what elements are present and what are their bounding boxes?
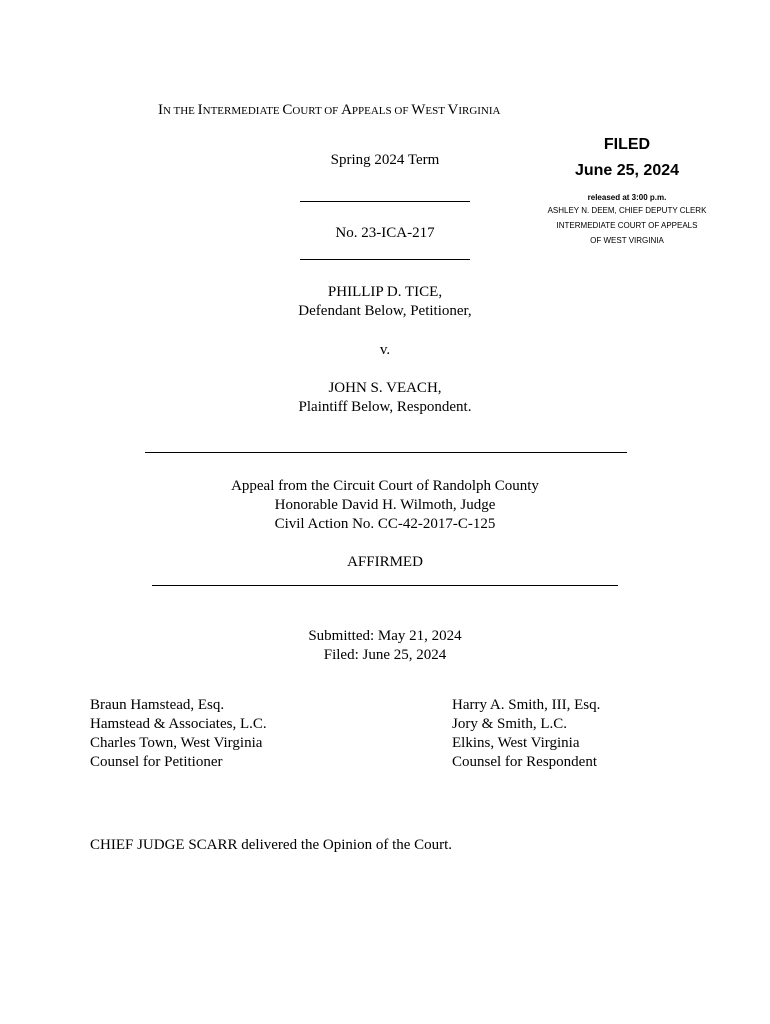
- disposition: AFFIRMED: [347, 554, 423, 570]
- counsel-line: Counsel for Petitioner: [90, 754, 223, 770]
- court-title-part: I: [158, 102, 163, 118]
- counsel-line: Harry A. Smith, III, Esq.: [452, 697, 601, 713]
- court-title-part: EST: [425, 105, 448, 117]
- respondent-role: Plaintiff Below, Respondent.: [298, 399, 472, 415]
- appeal-line2: Honorable David H. Wilmoth, Judge: [274, 497, 496, 513]
- divider: [300, 259, 470, 260]
- docket-number: No. 23-ICA-217: [335, 225, 435, 241]
- court-title-part: PPEALS OF: [351, 105, 412, 117]
- court-title-part: NTERMEDIATE: [202, 105, 283, 117]
- filed-date: Filed: June 25, 2024: [323, 647, 447, 663]
- counsel-line: Braun Hamstead, Esq.: [90, 697, 225, 713]
- appeal-line3: Civil Action No. CC-42-2017-C-125: [274, 516, 496, 532]
- petitioner-counsel: [90, 696, 267, 772]
- stamp-filed: FILED: [603, 136, 651, 153]
- court-title-part: A: [341, 102, 352, 118]
- counsel-line: Hamstead & Associates, L.C.: [90, 716, 267, 732]
- respondent-name: JOHN S. VEACH,: [328, 380, 442, 396]
- respondent-counsel: [452, 696, 600, 772]
- stamp-court-line1: INTERMEDIATE COURT OF APPEALS: [556, 221, 698, 230]
- stamp-released: released at 3:00 p.m.: [587, 193, 667, 202]
- court-title: [158, 102, 501, 119]
- court-title-part: C: [282, 102, 293, 118]
- opinion-delivered: CHIEF JUDGE SCARR delivered the Opinion of the Court.: [90, 837, 453, 853]
- court-title-part: V: [447, 102, 459, 118]
- versus: v.: [379, 342, 391, 358]
- stamp-court-line2: OF WEST VIRGINIA: [590, 236, 664, 245]
- counsel-line: Charles Town, West Virginia: [90, 735, 263, 751]
- divider: [145, 452, 627, 453]
- stamp-clerk: ASHLEY N. DEEM, CHIEF DEPUTY CLERK: [547, 206, 707, 215]
- counsel-line: Counsel for Respondent: [452, 754, 597, 770]
- petitioner-role: Defendant Below, Petitioner,: [298, 303, 472, 319]
- divider: [300, 201, 470, 202]
- court-title-part: W: [411, 102, 426, 118]
- filed-stamp: [525, 134, 729, 248]
- court-title-part: N THE: [163, 105, 198, 117]
- submitted-date: Submitted: May 21, 2024: [308, 628, 462, 644]
- appeal-line1: Appeal from the Circuit Court of Randolph County: [231, 478, 539, 494]
- term: Spring 2024 Term: [330, 152, 440, 168]
- court-title-part: IRGINIA: [458, 105, 501, 117]
- counsel-line: Elkins, West Virginia: [452, 735, 580, 751]
- petitioner-name: PHILLIP D. TICE,: [327, 284, 443, 300]
- counsel-line: Jory & Smith, L.C.: [452, 716, 568, 732]
- stamp-date: June 25, 2024: [574, 162, 680, 179]
- court-title-part: OURT OF: [292, 105, 342, 117]
- divider: [152, 585, 618, 586]
- court-title-part: I: [197, 102, 203, 118]
